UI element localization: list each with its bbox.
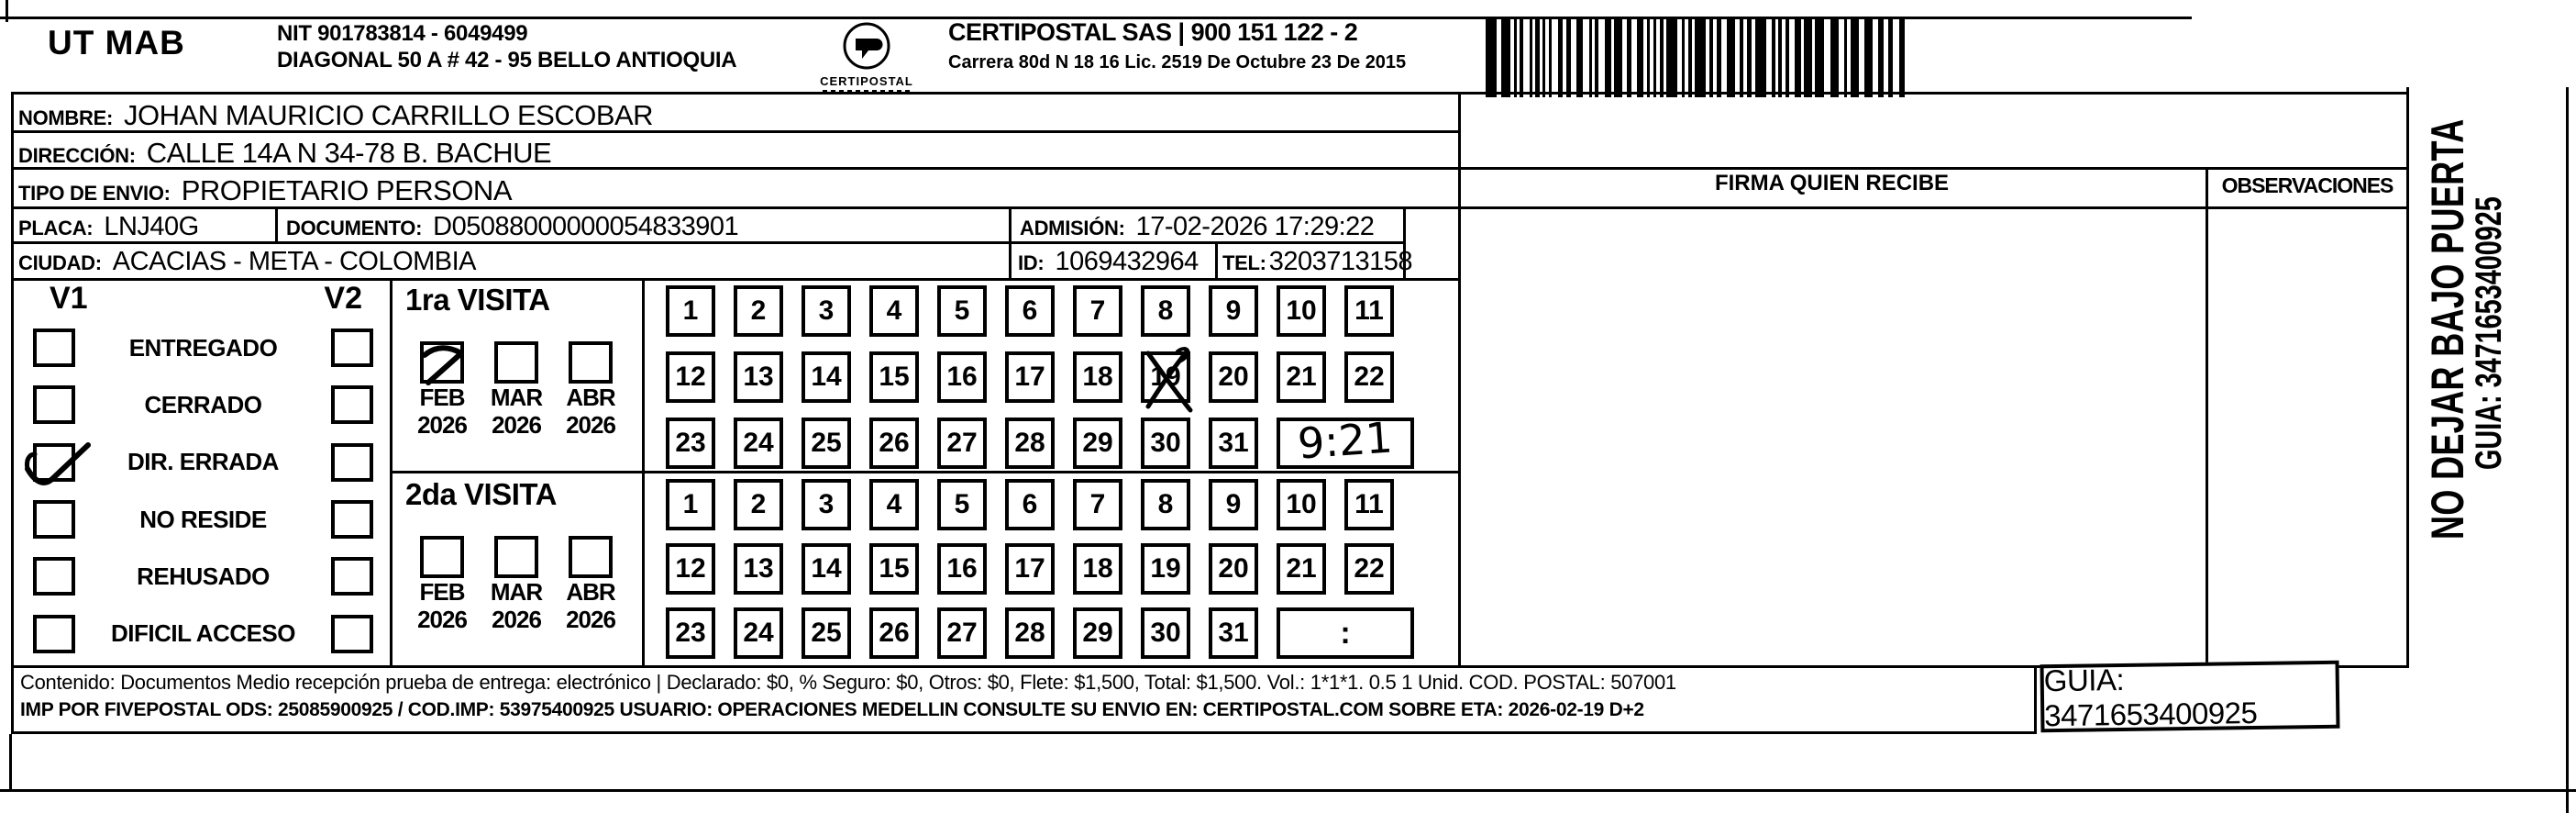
certipostal-logo xyxy=(805,20,928,95)
day-visit1-5 xyxy=(937,285,987,337)
day-visit2-20 xyxy=(1209,543,1258,595)
day-number: 5 xyxy=(954,295,970,326)
day-visit2-13 xyxy=(734,543,783,595)
status-label: ENTREGADO xyxy=(128,333,278,362)
visit1-months xyxy=(394,341,638,439)
day-number: 16 xyxy=(946,553,978,584)
day-number: 1 xyxy=(682,295,699,326)
day-visit2-29 xyxy=(1073,607,1122,659)
day-visit2-4 xyxy=(869,479,919,530)
status-label: CERRADO xyxy=(144,390,262,418)
day-number: 9 xyxy=(1225,295,1242,326)
field-label: ID: xyxy=(1018,251,1045,274)
day-number: 15 xyxy=(879,362,910,392)
visit2-day-grid xyxy=(666,479,1454,672)
day-number: 29 xyxy=(1082,618,1113,648)
day-visit1-9 xyxy=(1209,285,1258,337)
certipostal-logo-icon xyxy=(841,20,892,72)
visit2-title: 2da VISITA xyxy=(405,477,557,511)
side-note-no-dejar: NO DEJAR BAJO PUERTA xyxy=(2422,118,2473,540)
field-label: DOCUMENTO: xyxy=(286,217,423,239)
month-year: 2026 xyxy=(566,411,615,439)
day-number: 8 xyxy=(1157,295,1174,326)
sender-address: DIAGONAL 50 A # 42 - 95 BELLO ANTIOQUIA xyxy=(277,48,737,72)
day-number: 23 xyxy=(675,618,706,648)
field-value: 3203713158 xyxy=(1268,247,1412,276)
month-year: 2026 xyxy=(417,411,467,439)
visit2-block xyxy=(394,475,638,663)
day-number: 24 xyxy=(743,428,774,458)
day-visit1-29 xyxy=(1073,418,1122,469)
visit1-column-title: V1 xyxy=(50,281,88,316)
day-number: 11 xyxy=(1354,295,1384,326)
day-row xyxy=(666,543,1454,595)
day-number: 24 xyxy=(743,618,774,648)
status-row-entregado xyxy=(13,329,388,367)
day-number: 15 xyxy=(879,553,910,584)
day-visit1-30 xyxy=(1141,418,1190,469)
field-value: 17-02-2026 17:29:22 xyxy=(1135,212,1375,241)
month-label: MAR xyxy=(490,384,543,411)
visit1-title: 1ra VISITA xyxy=(405,283,550,317)
day-number: 22 xyxy=(1354,362,1385,392)
visit1-day-grid xyxy=(666,285,1454,484)
day-number: 25 xyxy=(811,428,842,458)
day-visit1-27 xyxy=(937,418,987,469)
field-value: D05088000000054833901 xyxy=(433,212,739,241)
month-year: 2026 xyxy=(417,606,467,633)
day-number: 27 xyxy=(946,618,978,648)
logo-wordmark: CERTIPOSTAL xyxy=(820,74,913,88)
handwritten-time: 9:21 xyxy=(1296,412,1395,469)
day-row xyxy=(666,607,1454,659)
day-number: 13 xyxy=(743,553,774,584)
field-label: NOMBRE: xyxy=(18,106,114,129)
sender-info xyxy=(277,20,736,73)
day-number: 8 xyxy=(1157,489,1174,519)
day-visit2-24 xyxy=(734,607,783,659)
day-number: 3 xyxy=(818,489,835,519)
field-value: JOHAN MAURICIO CARRILLO ESCOBAR xyxy=(124,99,654,131)
handwritten-scribble xyxy=(1137,344,1200,414)
handwritten-check xyxy=(22,440,94,493)
day-number: 2 xyxy=(750,295,767,326)
day-number: 21 xyxy=(1286,553,1317,584)
field-label: DIRECCIÓN: xyxy=(18,144,136,167)
day-number: 9 xyxy=(1225,489,1242,519)
day-row xyxy=(666,351,1454,403)
day-number: 12 xyxy=(675,553,706,584)
day-visit1-20 xyxy=(1209,351,1258,403)
day-number: 4 xyxy=(886,295,902,326)
day-number: 23 xyxy=(675,428,706,458)
checkbox-v2-dificil-acceso xyxy=(331,615,373,653)
checkbox-v2-entregado xyxy=(331,329,373,367)
day-visit1-22 xyxy=(1344,351,1394,403)
day-visit1-14 xyxy=(802,351,851,403)
checkbox-v1-dificil-acceso xyxy=(33,615,75,653)
day-number: 20 xyxy=(1218,553,1249,584)
day-visit2-3 xyxy=(802,479,851,530)
guia-number-box: GUIA: 3471653400925 xyxy=(2040,661,2339,733)
checkbox-v1-cerrado xyxy=(33,385,75,424)
month-label: FEB xyxy=(419,578,465,606)
day-visit2-9 xyxy=(1209,479,1258,530)
checkbox-v2-cerrado xyxy=(331,385,373,424)
day-number: 19 xyxy=(1150,362,1181,392)
field-tel xyxy=(1222,247,1412,277)
form-line xyxy=(1009,206,1012,281)
day-visit1-7 xyxy=(1073,285,1122,337)
time-box-visit2 xyxy=(1277,607,1414,659)
day-visit1-2 xyxy=(734,285,783,337)
day-visit2-19 xyxy=(1141,543,1190,595)
day-visit2-22 xyxy=(1344,543,1394,595)
footer-content-line: Contenido: Documentos Medio recepción prueba de entrega: electrónico | Declarado: $0, % Seguro: $0, Otros: $0, Flete: $1,500, Total: $1,500. Vol.: 1*1*1. 0.5 1 Unid. COD. POSTAL: 507001 xyxy=(20,671,1676,694)
status-panel xyxy=(13,281,388,663)
day-number: 18 xyxy=(1082,362,1113,392)
field-nombre xyxy=(18,99,653,132)
day-visit2-1 xyxy=(666,479,715,530)
day-visit1-19 xyxy=(1141,351,1190,403)
checkbox-v1-entregado xyxy=(33,329,75,367)
visit1-block xyxy=(394,281,638,469)
day-visit1-10 xyxy=(1277,285,1326,337)
visit2-column-title: V2 xyxy=(324,281,362,316)
day-visit2-16 xyxy=(937,543,987,595)
day-number: 11 xyxy=(1354,489,1384,519)
status-row-no-reside xyxy=(13,500,388,539)
form-line xyxy=(2034,665,2037,734)
day-number: 19 xyxy=(1150,553,1181,584)
day-visit1-26 xyxy=(869,418,919,469)
day-number: 27 xyxy=(946,428,978,458)
field-admision xyxy=(1020,212,1374,242)
day-visit1-31 xyxy=(1209,418,1258,469)
checkbox-visit1-abr xyxy=(569,341,613,384)
day-visit2-15 xyxy=(869,543,919,595)
month-label: ABR xyxy=(566,578,615,606)
month-col-feb xyxy=(407,341,477,439)
day-number: 26 xyxy=(879,618,910,648)
day-number: 13 xyxy=(743,362,774,392)
time-placeholder: : xyxy=(1340,615,1351,651)
day-visit1-4 xyxy=(869,285,919,337)
field-label: TEL: xyxy=(1222,251,1266,274)
day-visit2-21 xyxy=(1277,543,1326,595)
form-line xyxy=(1215,241,1218,281)
form-line xyxy=(390,278,392,668)
day-number: 5 xyxy=(954,489,970,519)
month-year: 2026 xyxy=(566,606,615,633)
side-note-guia: GUIA: 3471653400925 xyxy=(2469,196,2509,470)
day-number: 31 xyxy=(1218,428,1249,458)
day-number: 10 xyxy=(1286,295,1317,326)
day-visit1-13 xyxy=(734,351,783,403)
visit2-months xyxy=(394,536,638,633)
day-visit2-8 xyxy=(1141,479,1190,530)
checkbox-visit2-feb xyxy=(420,536,464,578)
checkbox-v1-rehusado xyxy=(33,557,75,596)
day-visit2-10 xyxy=(1277,479,1326,530)
day-number: 29 xyxy=(1082,428,1113,458)
day-visit1-25 xyxy=(802,418,851,469)
company-name: CERTIPOSTAL SAS | 900 151 122 - 2 xyxy=(948,18,1358,46)
day-number: 12 xyxy=(675,362,706,392)
day-visit2-7 xyxy=(1073,479,1122,530)
month-label: MAR xyxy=(490,578,543,606)
day-number: 7 xyxy=(1089,489,1106,519)
day-visit2-31 xyxy=(1209,607,1258,659)
time-box-visit1 xyxy=(1277,412,1414,469)
checkbox-v2-rehusado xyxy=(331,557,373,596)
day-visit2-28 xyxy=(1005,607,1055,659)
status-label: DIR. ERRADA xyxy=(127,448,279,476)
field-value: LNJ40G xyxy=(104,212,199,241)
checkbox-visit1-feb xyxy=(420,341,464,384)
month-col-mar xyxy=(481,341,551,439)
day-visit2-30 xyxy=(1141,607,1190,659)
day-visit1-21 xyxy=(1277,351,1326,403)
month-label: FEB xyxy=(419,384,465,411)
day-visit1-24 xyxy=(734,418,783,469)
day-number: 28 xyxy=(1014,618,1045,648)
day-visit2-12 xyxy=(666,543,715,595)
day-visit2-6 xyxy=(1005,479,1055,530)
form-line xyxy=(642,278,645,668)
status-row-rehusado xyxy=(13,557,388,596)
day-visit1-23 xyxy=(666,418,715,469)
checkbox-v1-dir-errada xyxy=(33,443,75,482)
field-label: TIPO DE ENVIO: xyxy=(18,182,171,205)
field-value: PROPIETARIO PERSONA xyxy=(181,174,512,206)
day-number: 22 xyxy=(1354,553,1385,584)
day-number: 10 xyxy=(1286,489,1317,519)
day-visit1-3 xyxy=(802,285,851,337)
day-visit2-14 xyxy=(802,543,851,595)
day-visit2-5 xyxy=(937,479,987,530)
handwritten-check xyxy=(419,340,469,390)
day-visit2-26 xyxy=(869,607,919,659)
day-number: 16 xyxy=(946,362,978,392)
day-visit1-15 xyxy=(869,351,919,403)
status-label: REHUSADO xyxy=(137,562,270,590)
field-direccion xyxy=(18,137,551,170)
status-rows xyxy=(13,319,388,663)
day-row xyxy=(666,285,1454,337)
day-visit2-11 xyxy=(1344,479,1394,530)
footer-bottom-line xyxy=(11,731,2037,734)
day-number: 31 xyxy=(1218,618,1249,648)
day-number: 7 xyxy=(1089,295,1106,326)
day-visit1-1 xyxy=(666,285,715,337)
day-number: 17 xyxy=(1014,362,1045,392)
day-visit2-25 xyxy=(802,607,851,659)
field-tipo-envio xyxy=(18,174,512,207)
field-label: CIUDAD: xyxy=(18,251,102,274)
form-line xyxy=(2206,167,2208,668)
day-visit2-17 xyxy=(1005,543,1055,595)
day-visit1-11 xyxy=(1344,285,1394,337)
day-number: 17 xyxy=(1014,553,1045,584)
month-col-abr xyxy=(556,536,625,633)
sender-nit: NIT 901783814 - 6049499 xyxy=(277,21,528,46)
company-address: Carrera 80d N 18 16 Lic. 2519 De Octubre 23 De 2015 xyxy=(948,52,1407,72)
day-number: 18 xyxy=(1082,553,1113,584)
sender-name: UT MAB xyxy=(48,24,185,61)
form-top-line xyxy=(11,92,2409,95)
day-number: 28 xyxy=(1014,428,1045,458)
day-visit1-6 xyxy=(1005,285,1055,337)
day-number: 20 xyxy=(1218,362,1249,392)
day-visit1-16 xyxy=(937,351,987,403)
field-ciudad xyxy=(18,247,476,277)
firma-column-header: FIRMA QUIEN RECIBE xyxy=(1714,171,1950,195)
day-number: 30 xyxy=(1150,618,1181,648)
day-row xyxy=(666,412,1454,469)
checkbox-visit2-abr xyxy=(569,536,613,578)
day-number: 30 xyxy=(1150,428,1181,458)
checkbox-visit1-mar xyxy=(494,341,538,384)
form-line xyxy=(275,206,278,244)
day-number: 14 xyxy=(811,362,842,392)
month-year: 2026 xyxy=(492,606,541,633)
status-label: DIFICIL ACCESO xyxy=(110,619,295,648)
day-number: 1 xyxy=(682,489,699,519)
status-row-cerrado xyxy=(13,385,388,424)
day-number: 3 xyxy=(818,295,835,326)
day-visit1-17 xyxy=(1005,351,1055,403)
day-visit2-2 xyxy=(734,479,783,530)
field-id xyxy=(1018,247,1199,277)
next-label-left-stub xyxy=(9,734,12,791)
field-documento xyxy=(286,212,738,242)
next-label-top-line xyxy=(0,789,2576,792)
day-number: 21 xyxy=(1286,362,1317,392)
month-label: ABR xyxy=(566,384,615,411)
company-info xyxy=(948,18,1406,73)
field-value: 1069432964 xyxy=(1055,247,1199,276)
month-col-abr xyxy=(556,341,625,439)
field-placa xyxy=(18,212,199,242)
field-value: ACACIAS - META - COLOMBIA xyxy=(112,247,477,276)
day-number: 6 xyxy=(1022,295,1038,326)
day-row xyxy=(666,479,1454,530)
month-year: 2026 xyxy=(492,411,541,439)
month-col-mar xyxy=(481,536,551,633)
day-number: 2 xyxy=(750,489,767,519)
day-number: 25 xyxy=(811,618,842,648)
footer-imp-line: IMP POR FIVEPOSTAL ODS: 25085900925 / COD.IMP: 53975400925 USUARIO: OPERACIONES MEDELLIN CONSULTE SU ENVIO EN: CERTIPOSTAL.COM SOBRE ETA: 2026-02-19 D+2 xyxy=(20,699,1644,720)
status-label: NO RESIDE xyxy=(139,505,267,533)
day-visit2-18 xyxy=(1073,543,1122,595)
day-visit1-12 xyxy=(666,351,715,403)
status-row-dir-errada xyxy=(13,443,388,482)
day-visit1-28 xyxy=(1005,418,1055,469)
tracking-barcode xyxy=(1486,18,1917,97)
day-number: 26 xyxy=(879,428,910,458)
adjacent-label-divider xyxy=(2566,87,2569,813)
checkbox-visit2-mar xyxy=(494,536,538,578)
day-visit2-23 xyxy=(666,607,715,659)
checkbox-v2-dir-errada xyxy=(331,443,373,482)
day-number: 6 xyxy=(1022,489,1038,519)
checkbox-v1-no-reside xyxy=(33,500,75,539)
checkbox-v2-no-reside xyxy=(331,500,373,539)
logo-tagline-mark xyxy=(823,90,911,95)
field-label: ADMISIÓN: xyxy=(1020,217,1125,239)
day-number: 14 xyxy=(811,553,842,584)
field-label: PLACA: xyxy=(18,217,94,239)
month-col-feb xyxy=(407,536,477,633)
status-row-dificil-acceso xyxy=(13,615,388,653)
day-visit2-27 xyxy=(937,607,987,659)
day-visit1-8 xyxy=(1141,285,1190,337)
observaciones-column-header: OBSERVACIONES xyxy=(2221,173,2394,197)
field-value: CALLE 14A N 34-78 B. BACHUE xyxy=(146,137,552,169)
status-panel-header xyxy=(13,281,388,319)
day-number: 4 xyxy=(886,489,902,519)
day-visit1-18 xyxy=(1073,351,1122,403)
